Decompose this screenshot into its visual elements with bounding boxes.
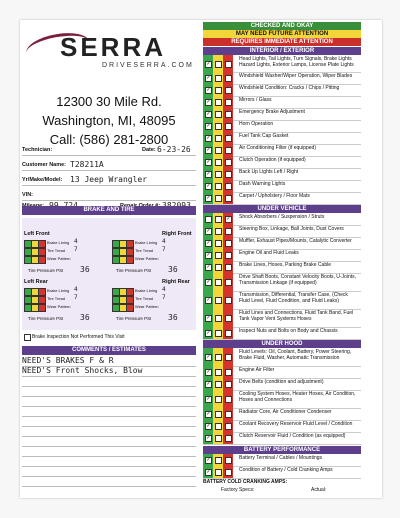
check-future-icon[interactable] [215, 354, 222, 361]
psi-value: 36 [80, 313, 90, 322]
check-ok-icon[interactable]: ✓ [206, 469, 211, 475]
check-immediate-icon[interactable] [225, 315, 232, 322]
check-ok-icon[interactable]: ✓ [206, 111, 211, 117]
vehicle-value: 13 Jeep Wrangler [70, 175, 148, 184]
check-future-icon[interactable] [215, 135, 222, 142]
check-ok-icon[interactable]: ✓ [206, 60, 211, 67]
lining-value: 4 [162, 238, 166, 245]
tread-label: Tire Tread [135, 248, 154, 253]
lining-label: Brake Lining [47, 288, 70, 293]
tread-row [112, 296, 194, 303]
red-box-icon[interactable] [38, 256, 46, 264]
battery-cca-title: BATTERY COLD CRANKING AMPS: [203, 479, 288, 485]
section-interior-exterior: INTERIOR / EXTERIOR [203, 47, 361, 55]
list-item [203, 55, 361, 73]
tire-right-front [112, 240, 194, 276]
check-immediate-icon[interactable] [225, 159, 232, 166]
check-ok-icon[interactable]: ✓ [206, 123, 211, 129]
item-label: Drive Belts (condition and adjustment) [239, 379, 324, 385]
check-ok-icon[interactable]: ✓ [206, 354, 211, 360]
check-immediate-icon[interactable] [225, 240, 232, 247]
legend-checked: CHECKED AND OKAY [203, 22, 361, 30]
item-label: Cooling System Hoses, Heater Hoses, Air Condition, Hoses and Connections [239, 391, 356, 403]
check-immediate-icon[interactable] [225, 195, 232, 202]
item-label: Windshield Washer/Wiper Operation, Wiper Blades [239, 73, 353, 79]
check-future-icon[interactable] [215, 315, 222, 322]
wear-row [112, 304, 194, 311]
brake-tire-header: BRAKE AND TIRE [22, 206, 196, 215]
address-line1: 12300 30 Mile Rd. [56, 94, 162, 109]
logo-name: SERRA [60, 32, 167, 62]
red-box-icon[interactable] [126, 296, 134, 304]
item-label: Battery Terminal / Cables / Mountings [239, 455, 323, 461]
item-label: Carpet / Upholstery / Floor Mats [239, 193, 310, 199]
check-future-icon[interactable] [215, 423, 222, 430]
check-ok-icon[interactable]: ✓ [206, 195, 211, 201]
red-box-icon[interactable] [38, 248, 46, 256]
check-future-icon[interactable] [215, 396, 222, 403]
tread-row [112, 248, 194, 255]
inspection-note: Brake Inspection Not Performed This Visit [32, 334, 125, 340]
tread-label: Tire Tread [135, 296, 154, 301]
item-label: Shock Absorbers / Suspension / Struts [239, 214, 325, 220]
psi-value: 36 [168, 265, 178, 274]
serra-logo [22, 26, 196, 78]
check-future-icon[interactable] [215, 171, 222, 178]
check-immediate-icon[interactable] [225, 183, 232, 190]
check-ok-icon[interactable]: ✓ [206, 159, 211, 165]
lining-row [24, 240, 106, 247]
check-future-icon[interactable] [215, 469, 222, 476]
item-label: Transmission, Differential, Transfer Case, (Check Fluid Level, Fluid Condition, and Fluid Leaks) [239, 292, 348, 304]
check-future-icon[interactable] [215, 99, 222, 106]
check-future-icon[interactable] [215, 457, 222, 464]
check-immediate-icon[interactable] [225, 411, 232, 418]
check-immediate-icon[interactable] [225, 369, 232, 376]
red-box-icon[interactable] [38, 296, 46, 304]
item-label: Engine Oil and Fluid Leaks [239, 250, 299, 256]
list-item [203, 309, 361, 328]
check-future-icon[interactable] [215, 411, 222, 418]
check-ok-icon[interactable]: ✓ [206, 411, 211, 417]
check-ok-icon[interactable]: ✓ [206, 315, 211, 321]
check-future-icon[interactable] [215, 369, 222, 376]
check-immediate-icon[interactable] [225, 228, 232, 235]
check-ok-icon[interactable] [205, 216, 212, 223]
check-ok-icon[interactable]: ✓ [206, 147, 211, 153]
psi-value: 36 [168, 313, 178, 322]
tire-label-right-front: Right Front [162, 231, 192, 237]
check-immediate-icon[interactable] [225, 147, 232, 154]
list-item [203, 273, 361, 292]
tire-left-front [24, 240, 106, 276]
item-label: Horn Operation [239, 121, 274, 127]
list-item [203, 291, 361, 310]
list-item [203, 327, 361, 340]
tread-label: Tire Tread [47, 296, 66, 301]
check-future-icon[interactable] [215, 264, 222, 271]
check-ok-icon[interactable]: ✓ [206, 264, 211, 270]
check-immediate-icon[interactable]: ✓ [226, 216, 231, 222]
check-ok-icon[interactable]: ✓ [206, 423, 211, 429]
check-future-icon[interactable] [215, 240, 222, 247]
check-ok-icon[interactable]: ✓ [206, 369, 211, 375]
address-line2: Washington, MI, 48095 [42, 113, 176, 128]
check-immediate-icon[interactable] [225, 111, 232, 118]
check-immediate-icon[interactable] [225, 297, 232, 304]
check-immediate-icon[interactable] [225, 99, 232, 106]
lining-row [112, 288, 194, 295]
check-ok-icon[interactable]: ✓ [206, 457, 211, 463]
check-future-icon[interactable] [215, 123, 222, 130]
check-future-icon[interactable] [215, 159, 222, 166]
actual-label: Actual: [311, 487, 327, 493]
check-future-icon[interactable] [215, 297, 222, 304]
psi-label: Tire Pressure PSI [28, 316, 64, 321]
lining-label: Brake Lining [47, 240, 70, 245]
tire-label-left-front: Left Front [24, 231, 50, 237]
checkbox-icon[interactable] [24, 334, 31, 341]
item-label: Condition of Battery / Cold Cranking Amps [239, 467, 333, 473]
check-ok-icon[interactable]: ✓ [206, 171, 211, 177]
check-future-icon[interactable] [215, 87, 222, 94]
item-label: Mirrors / Glass [239, 97, 272, 103]
list-item [203, 348, 361, 367]
check-immediate-icon[interactable] [225, 123, 232, 130]
red-box-icon[interactable] [126, 288, 134, 296]
check-ok-icon[interactable]: ✓ [206, 279, 211, 285]
check-immediate-icon[interactable] [225, 330, 232, 337]
phone: Call: (586) 281-2800 [49, 132, 169, 147]
item-label: Emergency Brake Adjustment [239, 109, 305, 115]
lining-label: Brake Lining [135, 240, 158, 245]
item-label: Clutch Operation (if equipped) [239, 157, 306, 163]
check-ok-icon[interactable]: ✓ [206, 381, 211, 387]
check-future-icon[interactable] [215, 195, 222, 202]
item-label: Steering Box, Linkage, Ball Joints, Dust Covers [239, 226, 344, 232]
check-immediate-icon[interactable] [225, 279, 232, 286]
wear-label: Wear Pattern [135, 304, 159, 309]
tread-value: 7 [162, 294, 166, 301]
section-under-hood: UNDER HOOD [203, 340, 361, 348]
check-ok-icon[interactable]: ✓ [206, 87, 211, 93]
wear-row [112, 256, 194, 263]
section-under-vehicle: UNDER VEHICLE [203, 205, 361, 213]
check-future-icon[interactable] [215, 147, 222, 154]
section-battery: BATTERY PERFORMANCE [203, 446, 361, 454]
check-immediate-icon[interactable] [225, 435, 232, 442]
lining-value: 4 [74, 286, 78, 293]
check-future-icon[interactable] [215, 279, 222, 286]
wear-row [24, 256, 106, 263]
red-box-icon[interactable] [126, 256, 134, 264]
check-future-icon[interactable] [215, 435, 222, 442]
item-label: Muffler, Exhaust Pipes/Mounts, Catalytic Converter [239, 238, 352, 244]
factory-specs-label: Factory Specs: [221, 487, 255, 493]
check-immediate-icon[interactable] [225, 381, 232, 388]
check-ok-icon[interactable]: ✓ [206, 75, 211, 81]
item-label: Radiator Core, Air Conditioner Condenser [239, 409, 332, 415]
check-immediate-icon[interactable] [225, 171, 232, 178]
check-immediate-icon[interactable] [225, 469, 232, 476]
lining-row [112, 240, 194, 247]
brake-inspection-not-performed[interactable] [22, 331, 196, 343]
tire-panel [22, 218, 196, 330]
check-future-icon[interactable] [215, 252, 222, 259]
technician-field [22, 140, 196, 156]
check-future-icon[interactable] [215, 75, 222, 82]
check-future-icon[interactable] [215, 216, 222, 223]
check-immediate-icon[interactable] [225, 252, 232, 259]
wear-label: Wear Pattern [47, 256, 71, 261]
check-ok-icon[interactable]: ✓ [206, 330, 211, 336]
red-box-icon[interactable] [38, 304, 46, 312]
list-item [203, 432, 361, 445]
check-ok-icon[interactable]: ✓ [206, 435, 211, 441]
check-future-icon[interactable] [215, 183, 222, 190]
red-box-icon[interactable] [38, 240, 46, 248]
red-box-icon[interactable] [38, 288, 46, 296]
item-label: Air Conditioning Filter (if equipped) [239, 145, 316, 151]
check-ok-icon[interactable]: ✓ [206, 183, 211, 189]
wear-row [24, 304, 106, 311]
comment-line: NEED'S Front Shocks, Blow [22, 366, 196, 377]
tread-value: 7 [74, 246, 78, 253]
item-label: Back Up Lights Left / Right [239, 169, 299, 175]
tread-value: 7 [162, 246, 166, 253]
vehicle-label: Yr/Make/Model: [22, 177, 63, 183]
vehicle-field [22, 170, 196, 186]
check-future-icon[interactable] [215, 228, 222, 235]
check-immediate-icon[interactable] [225, 87, 232, 94]
item-label: Inspect Nuts and Bolts on Body and Chassis [239, 328, 338, 334]
logo-website: DRIVESERRA.COM [102, 62, 194, 69]
date-label: Date: [142, 147, 156, 153]
comments-header: COMMENTS / ESTIMATES [22, 346, 196, 355]
item-label: Windshield Condition: Cracks / Chips / Pitting [239, 85, 340, 91]
lining-row [24, 288, 106, 295]
check-future-icon[interactable] [215, 111, 222, 118]
comment-line [22, 476, 196, 487]
check-ok-icon[interactable]: ✓ [206, 297, 211, 303]
list-item [203, 192, 361, 205]
tire-left-rear [24, 288, 106, 324]
check-ok-icon[interactable]: ✓ [206, 396, 211, 402]
check-immediate-icon[interactable] [225, 457, 232, 464]
wear-label: Wear Pattern [135, 256, 159, 261]
check-ok-icon[interactable]: ✓ [206, 99, 211, 105]
tread-row [24, 248, 106, 255]
item-label: Head Lights, Tail Lights, Turn Signals, Brake Lights Hazard Lights, Exterior Lamps, License Plate Lights [239, 56, 354, 68]
left-column [22, 22, 196, 494]
item-label: Fluid Lines and Connections, Fluid Tank Band, Fuel Tank Vapor Vent Systems Hoses [239, 310, 354, 322]
date-value: 6-23-26 [157, 145, 191, 154]
check-ok-icon[interactable]: ✓ [206, 135, 211, 141]
lining-value: 4 [74, 238, 78, 245]
list-item [203, 390, 361, 409]
tread-row [24, 296, 106, 303]
legend-future: MAY NEED FUTURE ATTENTION [203, 30, 361, 38]
check-future-icon[interactable] [215, 61, 222, 68]
check-future-icon[interactable] [215, 330, 222, 337]
item-label: Clutch Reservoir Fluid / Condition (as equipped) [239, 433, 346, 439]
red-box-icon[interactable] [126, 304, 134, 312]
wear-label: Wear Pattern [47, 304, 71, 309]
comment-line: NEED'S BRAKES F & R [22, 356, 196, 367]
right-column [203, 22, 361, 494]
check-ok-icon[interactable]: ✓ [206, 252, 211, 258]
item-label: Fuel Tank Cap Gasket [239, 133, 289, 139]
legend-immediate: REQUIRES IMMEDIATE ATTENTION [203, 38, 361, 46]
tread-label: Tire Tread [47, 248, 66, 253]
red-box-icon[interactable] [126, 240, 134, 248]
check-immediate-icon[interactable] [225, 423, 232, 430]
psi-label: Tire Pressure PSI [116, 316, 152, 321]
check-immediate-icon[interactable] [225, 396, 232, 403]
check-immediate-icon[interactable] [225, 61, 232, 68]
check-immediate-icon[interactable] [225, 264, 232, 271]
psi-label: Tire Pressure PSI [116, 268, 152, 273]
item-label: Coolant Recovery Reservoir Fluid Level / Condition [239, 421, 353, 427]
check-immediate-icon[interactable] [225, 135, 232, 142]
check-ok-icon[interactable]: ✓ [206, 240, 211, 246]
check-ok-icon[interactable]: ✓ [206, 228, 211, 234]
vin-label: VIN: [22, 192, 33, 198]
tire-right-rear [112, 288, 194, 324]
check-future-icon[interactable] [215, 381, 222, 388]
item-label: Drive Shaft Boots, Constant Velocity Boots, U-Joints, Transmission Linkage (if equipped) [239, 274, 356, 286]
lining-value: 4 [162, 286, 166, 293]
tread-value: 7 [74, 294, 78, 301]
tire-label-right-rear: Right Rear [162, 279, 190, 285]
red-box-icon[interactable] [126, 248, 134, 256]
item-label: Fluid Levels: Oil, Coolant, Battery, Power Steering, Brake Fluid, Washer, Automatic Transmission [239, 349, 352, 361]
customer-value: T28211A [70, 160, 104, 169]
lining-label: Brake Lining [135, 288, 158, 293]
psi-label: Tire Pressure PSI [28, 268, 64, 273]
psi-value: 36 [80, 265, 90, 274]
list-item [203, 466, 361, 479]
check-immediate-icon[interactable] [225, 354, 232, 361]
technician-label: Technician: [22, 147, 53, 153]
customer-field [22, 155, 196, 171]
item-label: Engine Air Filter [239, 367, 275, 373]
item-label: Brake Lines, Hoses, Parking Brake Cable [239, 262, 331, 268]
tire-label-left-rear: Left Rear [24, 279, 48, 285]
customer-label: Customer Name: [22, 162, 67, 168]
item-label: Dash Warning Lights [239, 181, 286, 187]
check-immediate-icon[interactable] [225, 75, 232, 82]
